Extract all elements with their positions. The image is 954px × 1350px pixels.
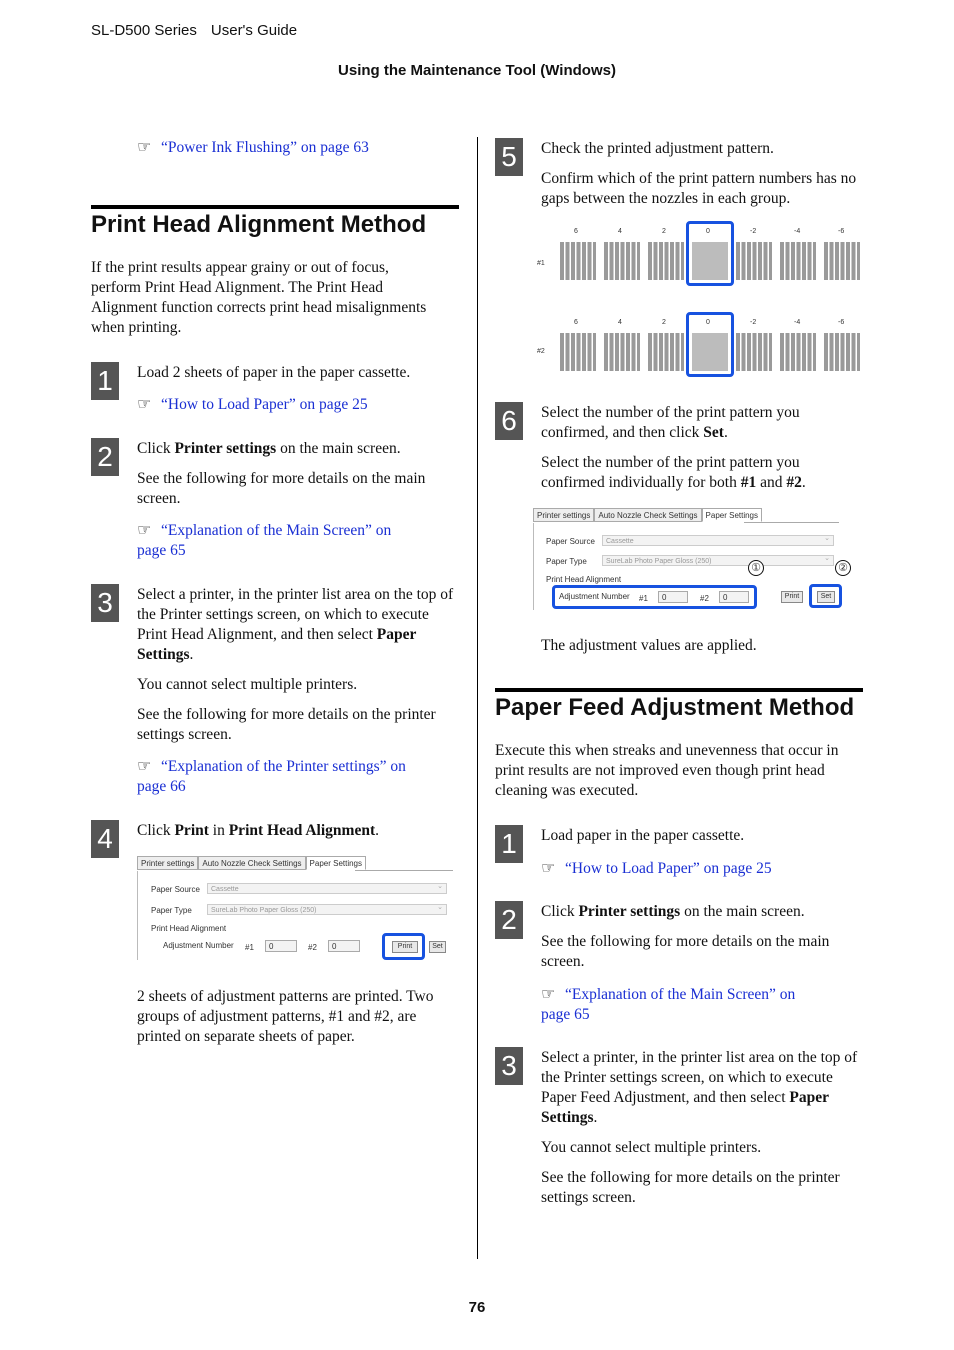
paper-source-select[interactable]: Cassette ⌄ [602, 535, 834, 546]
pattern-block [604, 333, 640, 371]
n1-label: #1 [245, 943, 254, 952]
pattern-number: 4 [618, 228, 622, 235]
pattern-number: 0 [706, 228, 710, 235]
pattern-number: -4 [794, 228, 801, 235]
pattern-block [780, 333, 816, 371]
step-2-note: See the following for more details on the main screen. [137, 470, 426, 507]
pf-step-3-note-2: See the following for more details on the printer settings screen. [541, 1169, 840, 1206]
paper-settings-screenshot-2 [533, 508, 853, 612]
pointing-hand-icon: ☞ [541, 984, 556, 1003]
paper-settings-screenshot-1 [137, 856, 453, 960]
step-5-note: Confirm which of the print pattern numbers has no gaps between the nozzles in each group. [541, 170, 857, 207]
callout-2: ② [835, 560, 851, 576]
pattern-number: -2 [750, 319, 757, 326]
n2-stepper[interactable]: 0 [328, 940, 360, 952]
link-how-to-load-paper[interactable]: ☞ “How to Load Paper” on page 25 [137, 394, 368, 413]
step-2-text: Click Printer settings on the main screen. [137, 440, 401, 457]
paper-type-select[interactable]: SureLab Photo Paper Gloss (250) ⌄ [602, 555, 834, 566]
set-button[interactable]: Set [429, 941, 446, 953]
tab-auto-nozzle-check[interactable]: Auto Nozzle Check Settings [198, 856, 305, 870]
pattern-number: -4 [794, 319, 801, 326]
pattern-block [736, 242, 772, 280]
pattern-block [604, 242, 640, 280]
tab-printer-settings[interactable]: Printer settings [137, 856, 198, 870]
pf-link-how-to-load-paper[interactable]: ☞ “How to Load Paper” on page 25 [541, 858, 772, 877]
paper-type-select[interactable]: SureLab Photo Paper Gloss (250) ⌄ [207, 904, 447, 915]
running-header [91, 22, 297, 39]
pointing-hand-icon: ☞ [137, 394, 152, 413]
link-power-ink-flushing[interactable]: ☞ “Power Ink Flushing” on page 63 [137, 137, 369, 156]
pattern-block [780, 242, 816, 280]
pf-step-number-1: 1 [495, 825, 523, 863]
heading-print-head-alignment: Print Head Alignment Method [91, 205, 459, 239]
pattern-block [648, 333, 684, 371]
pattern-number: -6 [838, 319, 845, 326]
step-6-note: Select the number of the print pattern you confirmed individually for both #1 and #2. [541, 454, 806, 491]
n1-stepper[interactable]: 0 [658, 591, 688, 603]
page-number: 76 [468, 1299, 486, 1316]
step-5-text: Check the printed adjustment pattern. [541, 140, 774, 157]
n2-label: #2 [700, 594, 709, 603]
set-button-highlight [809, 584, 842, 608]
heading-paper-feed-adjustment: Paper Feed Adjustment Method [495, 688, 863, 722]
step-number-5: 5 [495, 138, 523, 176]
n1-label: #1 [639, 594, 648, 603]
callout-1: ① [748, 560, 764, 576]
pattern-number: 6 [574, 228, 578, 235]
set-button[interactable]: Set [817, 591, 835, 603]
pattern-block [824, 242, 860, 280]
print-button[interactable]: Print [392, 941, 418, 953]
step-number-1: 1 [91, 362, 119, 400]
step-1-text: Load 2 sheets of paper in the paper cassette. [137, 364, 411, 381]
row-label-2: #2 [537, 348, 545, 355]
selected-pattern-highlight [686, 312, 734, 377]
step-number-4: 4 [91, 820, 119, 858]
guide-name: User's Guide [210, 22, 298, 39]
pattern-block [560, 333, 596, 371]
paper-source-label: Paper Source [546, 537, 595, 546]
tab-paper-settings[interactable]: Paper Settings [306, 856, 366, 870]
adjustment-number-label: Adjustment Number [163, 941, 234, 950]
step-3-note-2: See the following for more details on the printer settings screen. [137, 706, 436, 743]
pattern-number: 0 [706, 319, 710, 326]
pf-step-number-3: 3 [495, 1047, 523, 1085]
pf-step-1-text: Load paper in the paper cassette. [541, 827, 745, 844]
pattern-block [736, 333, 772, 371]
pf-step-2-text: Click Printer settings on the main screen. [541, 903, 805, 920]
step-number-6: 6 [495, 402, 523, 440]
step-number-2: 2 [91, 438, 119, 476]
pointing-hand-icon: ☞ [137, 520, 152, 539]
pattern-number: -6 [838, 228, 845, 235]
link-printer-settings[interactable]: ☞ “Explanation of the Printer settings” on page 66 [137, 756, 406, 795]
pattern-number: -2 [750, 228, 757, 235]
paper-source-select[interactable]: Cassette ⌄ [207, 883, 447, 894]
step-4-after: 2 sheets of adjustment patterns are printed. Two groups of adjustment patterns, #1 and #2, are printed on separate sheets of paper. [137, 988, 434, 1045]
pointing-hand-icon: ☞ [541, 858, 556, 877]
pattern-number: 2 [662, 228, 666, 235]
print-button[interactable]: Print [781, 591, 803, 603]
paper-feed-intro: Execute this when streaks and unevenness that occur in print results are not improved even though print head cleaning was executed. [495, 742, 839, 799]
tab-auto-nozzle-check[interactable]: Auto Nozzle Check Settings [594, 508, 701, 522]
paper-type-label: Paper Type [151, 906, 192, 915]
section-title: Using the Maintenance Tool (Windows) [338, 62, 616, 79]
step-3-text: Select a printer, in the printer list area on the top of the Printer settings screen, on which to execute Print Head Alignment, and then select Paper Settings. [137, 586, 454, 663]
step-6-text: Select the number of the print pattern you confirmed, and then click Set. [541, 404, 800, 441]
intro-paragraph: If the print results appear grainy or out of focus, perform Print Head Alignment. The Print Head Alignment function corrects print head misalignments when printing. [91, 259, 427, 336]
step-6-after: The adjustment values are applied. [541, 637, 757, 654]
pf-step-3-note-1: You cannot select multiple printers. [541, 1139, 762, 1156]
pattern-block [648, 242, 684, 280]
paper-source-label: Paper Source [151, 885, 200, 894]
pf-step-number-2: 2 [495, 901, 523, 939]
link-main-screen[interactable]: ☞ “Explanation of the Main Screen” on page 65 [137, 520, 392, 559]
paper-type-label: Paper Type [546, 557, 587, 566]
step-3-note-1: You cannot select multiple printers. [137, 676, 358, 693]
pf-step-3-text: Select a printer, in the printer list area on the top of the Printer settings screen, on which to execute Paper Feed Adjustment, and then select Paper Settings. [541, 1049, 858, 1126]
pf-step-2-note: See the following for more details on the main screen. [541, 933, 830, 970]
adjustment-pattern-figure [533, 220, 863, 385]
step-number-3: 3 [91, 584, 119, 622]
tab-paper-settings[interactable]: Paper Settings [702, 508, 762, 522]
adjustment-number-label: Adjustment Number [559, 592, 630, 601]
print-button-highlight [382, 933, 425, 960]
print-head-alignment-label: Print Head Alignment [546, 575, 622, 584]
n2-label: #2 [308, 943, 317, 952]
print-head-alignment-label: Print Head Alignment [151, 924, 227, 933]
pattern-number: 2 [662, 319, 666, 326]
column-divider [477, 137, 478, 1259]
n2-stepper[interactable]: 0 [719, 591, 749, 603]
pattern-number: 4 [618, 319, 622, 326]
product-name: SL-D500 Series [91, 22, 197, 39]
n1-stepper[interactable]: 0 [265, 940, 297, 952]
row-label-1: #1 [537, 260, 545, 267]
pf-link-main-screen[interactable]: ☞ “Explanation of the Main Screen” on page 65 [541, 984, 796, 1023]
pointing-hand-icon: ☞ [137, 756, 152, 775]
pointing-hand-icon: ☞ [137, 137, 152, 156]
pattern-number: 6 [574, 319, 578, 326]
tab-printer-settings[interactable]: Printer settings [533, 508, 594, 522]
step-4-text: Click Print in Print Head Alignment. [137, 822, 379, 839]
selected-pattern-highlight [686, 221, 734, 286]
adjustment-number-highlight [552, 585, 757, 609]
pattern-block [824, 333, 860, 371]
pattern-block [560, 242, 596, 280]
